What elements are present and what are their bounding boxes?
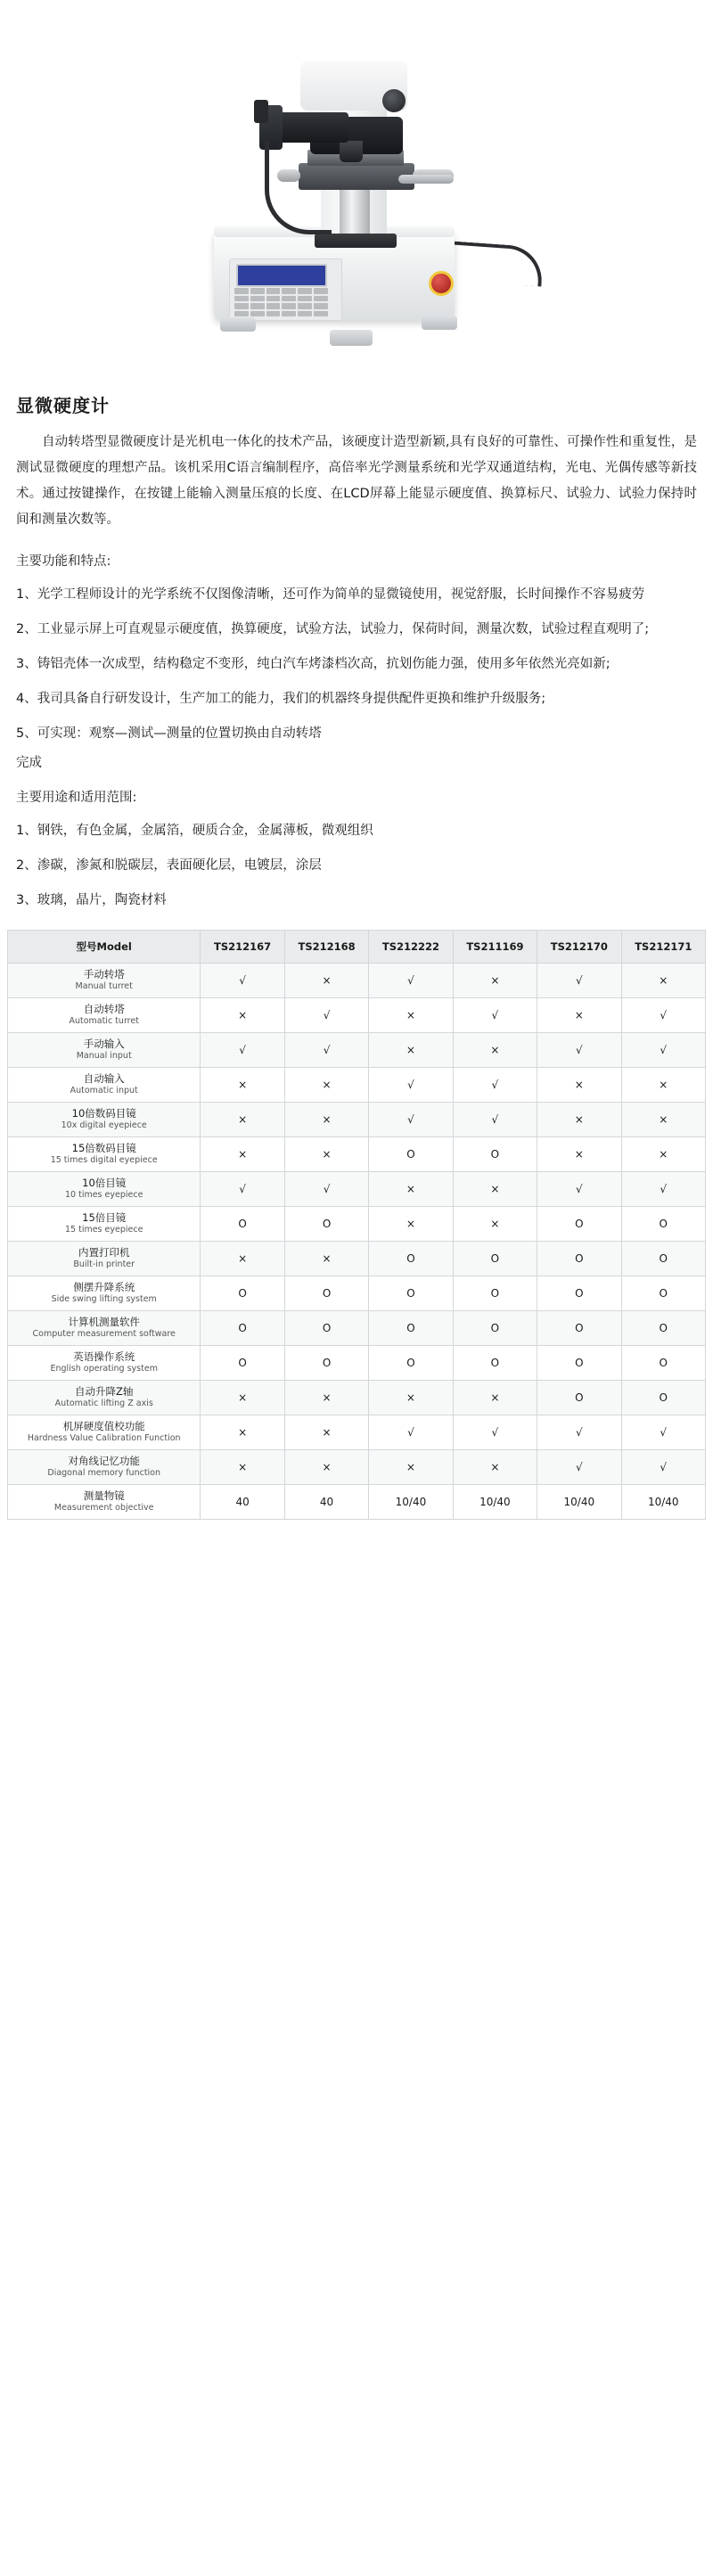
table-cell: O (537, 1311, 621, 1346)
table-cell: × (453, 964, 537, 998)
camera-port (382, 89, 406, 112)
table-cell: O (369, 1311, 453, 1346)
table-cell: O (201, 1311, 284, 1346)
table-cell: √ (537, 964, 621, 998)
machine-foot (220, 317, 256, 332)
table-cell: √ (621, 998, 705, 1033)
spec-table-wrapper (7, 930, 706, 1520)
table-cell: √ (537, 1415, 621, 1450)
table-cell: O (201, 1207, 284, 1242)
table-row (8, 1381, 706, 1415)
side-arm (398, 175, 454, 184)
table-cell: 10/40 (453, 1485, 537, 1520)
table-cell: O (537, 1381, 621, 1415)
table-header-row (8, 931, 706, 964)
table-cell: × (201, 1242, 284, 1276)
table-cell: √ (537, 1033, 621, 1068)
row-label (8, 1485, 201, 1520)
table-cell: √ (621, 1033, 705, 1068)
uses-heading: 主要用途和适用范围: (16, 791, 137, 805)
use-item-3: 3、玻璃，晶片，陶瓷材料 (16, 893, 167, 907)
table-cell: 10/40 (621, 1485, 705, 1520)
table-cell: O (369, 1242, 453, 1276)
row-label-cn: 内置打印机 (78, 1246, 130, 1259)
table-cell: √ (284, 1172, 368, 1207)
lcd-screen (236, 264, 327, 287)
table-cell: 40 (284, 1485, 368, 1520)
row-label-cn: 自动转塔 (83, 1003, 125, 1015)
eyepiece-cap (254, 100, 268, 123)
table-cell: × (201, 1068, 284, 1103)
features-heading: 主要功能和特点: (16, 554, 111, 569)
table-cell: O (201, 1346, 284, 1381)
row-label (8, 1207, 201, 1242)
table-cell: √ (369, 1068, 453, 1103)
table-row (8, 1033, 706, 1068)
row-label-cn: 10倍数码目镜 (71, 1107, 136, 1120)
row-label (8, 1276, 201, 1311)
table-cell: × (453, 1033, 537, 1068)
spindle (340, 184, 370, 235)
row-label-cn: 英语操作系统 (73, 1350, 135, 1363)
table-cell: O (537, 1207, 621, 1242)
spec-table-head (8, 931, 706, 964)
table-cell: √ (537, 1172, 621, 1207)
row-label-cn: 计算机测量软件 (68, 1316, 140, 1328)
feature-item-5: 5、可实现：观察—测试—测量的位置切换由自动转塔 (16, 726, 322, 741)
table-cell: √ (284, 1033, 368, 1068)
row-label (8, 1381, 201, 1415)
table-cell: O (369, 1137, 453, 1172)
column-header-ts212222: TS212222 (369, 931, 453, 964)
table-cell: O (284, 1346, 368, 1381)
signal-cable (265, 141, 332, 234)
table-cell: √ (201, 1033, 284, 1068)
table-row (8, 998, 706, 1033)
table-cell: O (284, 1311, 368, 1346)
table-cell: × (453, 1381, 537, 1415)
table-cell: × (537, 998, 621, 1033)
machine-foot (422, 316, 457, 330)
table-cell: √ (284, 998, 368, 1033)
table-cell: O (284, 1276, 368, 1311)
table-cell: × (284, 1103, 368, 1137)
table-cell: √ (453, 998, 537, 1033)
table-cell: O (621, 1381, 705, 1415)
table-cell: × (284, 1068, 368, 1103)
row-label-cn: 机屏硬度值校功能 (62, 1420, 145, 1432)
row-label (8, 998, 201, 1033)
table-cell: √ (453, 1103, 537, 1137)
row-label-en: Automatic input (70, 1086, 138, 1095)
row-label-en: 15 times digital eyepiece (50, 1155, 158, 1165)
power-cord (449, 241, 545, 286)
feature-item-3: 3、铸铝壳体一次成型，结构稳定不变形，纯白汽车烤漆档次高，抗划伤能力强，使用多年依然光亮如新; (16, 657, 611, 671)
use-item-2: 2、渗碳，渗氮和脱碳层，表面硬化层，电镀层，涂层 (16, 858, 322, 873)
table-cell: O (284, 1207, 368, 1242)
row-label-en: Computer measurement software (32, 1329, 176, 1339)
table-row (8, 1485, 706, 1520)
row-label-cn: 10倍目镜 (82, 1177, 127, 1189)
table-cell: √ (621, 1172, 705, 1207)
table-cell: √ (537, 1450, 621, 1485)
table-row (8, 1346, 706, 1381)
objective-lens (340, 141, 363, 162)
table-cell: O (453, 1346, 537, 1381)
table-row (8, 1103, 706, 1137)
table-cell: × (201, 1381, 284, 1415)
microhardness-tester-illustration (165, 16, 548, 368)
row-label (8, 1137, 201, 1172)
table-cell: × (621, 1068, 705, 1103)
emergency-stop-button (429, 271, 454, 296)
product-image (0, 0, 713, 379)
row-label (8, 1311, 201, 1346)
product-description (0, 391, 713, 914)
feature-item-5-continued: 完成 (16, 756, 42, 770)
table-cell: O (621, 1242, 705, 1276)
row-label-en: Automatic lifting Z axis (54, 1399, 153, 1408)
row-label-cn: 自动升降Z轴 (75, 1385, 134, 1398)
row-label (8, 1103, 201, 1137)
row-label-cn: 侧摆升降系统 (73, 1281, 135, 1293)
table-cell: √ (621, 1415, 705, 1450)
row-label-en: Measurement objective (53, 1503, 154, 1513)
specimen-anvil (315, 234, 397, 248)
column-header-ts212168: TS212168 (284, 931, 368, 964)
row-label-cn: 15倍目镜 (82, 1211, 127, 1224)
table-cell: √ (369, 1103, 453, 1137)
table-cell: √ (453, 1068, 537, 1103)
table-cell: × (284, 1415, 368, 1450)
row-label-cn: 自动输入 (83, 1072, 125, 1085)
row-label-en: Manual input (76, 1051, 132, 1061)
table-cell: O (453, 1242, 537, 1276)
table-row (8, 1068, 706, 1103)
row-label-cn: 对角线记忆功能 (68, 1455, 140, 1467)
table-row (8, 1276, 706, 1311)
column-header-ts212167: TS212167 (201, 931, 284, 964)
feature-item-4: 4、我司具备自行研发设计，生产加工的能力，我们的机器终身提供配件更换和维护升级服务; (16, 692, 546, 706)
row-label (8, 1450, 201, 1485)
row-label (8, 1172, 201, 1207)
row-label-cn: 手动输入 (83, 1038, 125, 1050)
row-label-en: Side swing lifting system (51, 1294, 157, 1304)
table-cell: × (453, 1450, 537, 1485)
table-cell: O (621, 1346, 705, 1381)
row-label-cn: 测量物镜 (83, 1489, 125, 1502)
table-cell: × (201, 998, 284, 1033)
table-cell: × (369, 1033, 453, 1068)
table-cell: × (284, 964, 368, 998)
eyepiece-tube (272, 112, 348, 143)
table-cell: O (369, 1346, 453, 1381)
column-header-ts212171: TS212171 (621, 931, 705, 964)
spec-table (7, 930, 706, 1520)
column-header-ts211169: TS211169 (453, 931, 537, 964)
column-header-model: 型号Model (8, 931, 201, 964)
table-cell: O (453, 1137, 537, 1172)
row-label (8, 1415, 201, 1450)
table-cell: × (284, 1242, 368, 1276)
table-row (8, 1172, 706, 1207)
table-cell: O (201, 1276, 284, 1311)
table-cell: × (621, 964, 705, 998)
table-cell: × (369, 1207, 453, 1242)
table-cell: O (537, 1242, 621, 1276)
row-label-en: 15 times eyepiece (64, 1225, 143, 1235)
table-cell: × (284, 1381, 368, 1415)
row-label-en: Automatic turret (69, 1016, 139, 1026)
table-cell: × (201, 1103, 284, 1137)
table-cell: × (369, 1381, 453, 1415)
feature-item-1: 1、光学工程师设计的光学系统不仅图像清晰，还可作为简单的显微镜使用，视觉舒服，长时间操作不容易疲劳 (16, 587, 645, 602)
table-cell: √ (201, 1172, 284, 1207)
row-label-en: English operating system (50, 1364, 158, 1374)
table-cell: 40 (201, 1485, 284, 1520)
table-cell: × (201, 1450, 284, 1485)
table-cell: × (284, 1137, 368, 1172)
table-cell: × (537, 1103, 621, 1137)
table-cell: × (453, 1207, 537, 1242)
table-cell: O (621, 1207, 705, 1242)
table-cell: O (453, 1276, 537, 1311)
row-label (8, 964, 201, 998)
table-cell: × (369, 1172, 453, 1207)
table-cell: × (369, 1450, 453, 1485)
spec-table-body (8, 964, 706, 1520)
row-label-en: Manual turret (75, 981, 133, 991)
row-label-en: Diagonal memory function (47, 1468, 161, 1478)
row-label (8, 1033, 201, 1068)
row-label-en: 10x digital eyepiece (61, 1120, 147, 1130)
table-cell: √ (201, 964, 284, 998)
page-title: 显微硬度计 (16, 395, 110, 416)
row-label-en: Built-in printer (73, 1259, 135, 1269)
table-cell: O (621, 1276, 705, 1311)
row-label-en: Hardness Value Calibration Function (27, 1433, 181, 1443)
table-cell: × (621, 1103, 705, 1137)
row-label (8, 1068, 201, 1103)
table-cell: 10/40 (537, 1485, 621, 1520)
table-cell: O (537, 1276, 621, 1311)
row-label-cn: 15倍数码目镜 (71, 1142, 136, 1154)
table-cell: O (537, 1346, 621, 1381)
table-cell: × (201, 1137, 284, 1172)
table-cell: × (284, 1450, 368, 1485)
table-cell: O (621, 1311, 705, 1346)
table-row (8, 1137, 706, 1172)
table-cell: √ (369, 1415, 453, 1450)
table-cell: O (369, 1276, 453, 1311)
feature-item-2: 2、工业显示屏上可直观显示硬度值，换算硬度，试验方法，试验力，保荷时间，测量次数，试验过程直观明了; (16, 622, 650, 636)
table-cell: × (201, 1415, 284, 1450)
column-header-ts212170: TS212170 (537, 931, 621, 964)
row-label (8, 1346, 201, 1381)
row-label-en: 10 times eyepiece (64, 1190, 143, 1200)
table-cell: × (537, 1137, 621, 1172)
table-cell: O (453, 1311, 537, 1346)
table-cell: 10/40 (369, 1485, 453, 1520)
table-row (8, 1311, 706, 1346)
table-cell: × (537, 1068, 621, 1103)
row-label (8, 1242, 201, 1276)
table-cell: √ (369, 964, 453, 998)
intro-paragraph: 自动转塔型显微硬度计是光机电一体化的技术产品，该硬度计造型新颖,具有良好的可靠性、可操作性和重复性，是测试显微硬度的理想产品。该机采用C语言编制程序，高倍率光学测量系统和光学双通道结构，光电、光偶传感等新技术。通过按键操作，在按键上能输入测量压痕的长度、在LCD屏幕上能显示硬度值、换算标尺、试验力、试验力保持时间和测量次数等。 (16, 435, 697, 527)
table-cell: √ (453, 1415, 537, 1450)
machine-foot (330, 330, 373, 346)
table-row (8, 1415, 706, 1450)
table-cell: × (621, 1137, 705, 1172)
table-row (8, 1207, 706, 1242)
table-row (8, 1242, 706, 1276)
keypad (234, 288, 328, 316)
table-cell: × (369, 998, 453, 1033)
table-row (8, 1450, 706, 1485)
table-cell: × (453, 1172, 537, 1207)
table-cell: √ (621, 1450, 705, 1485)
use-item-1: 1、钢铁，有色金属，金属箔，硬质合金，金属薄板，微观组织 (16, 824, 373, 838)
row-label-cn: 手动转塔 (83, 968, 125, 980)
table-row (8, 964, 706, 998)
